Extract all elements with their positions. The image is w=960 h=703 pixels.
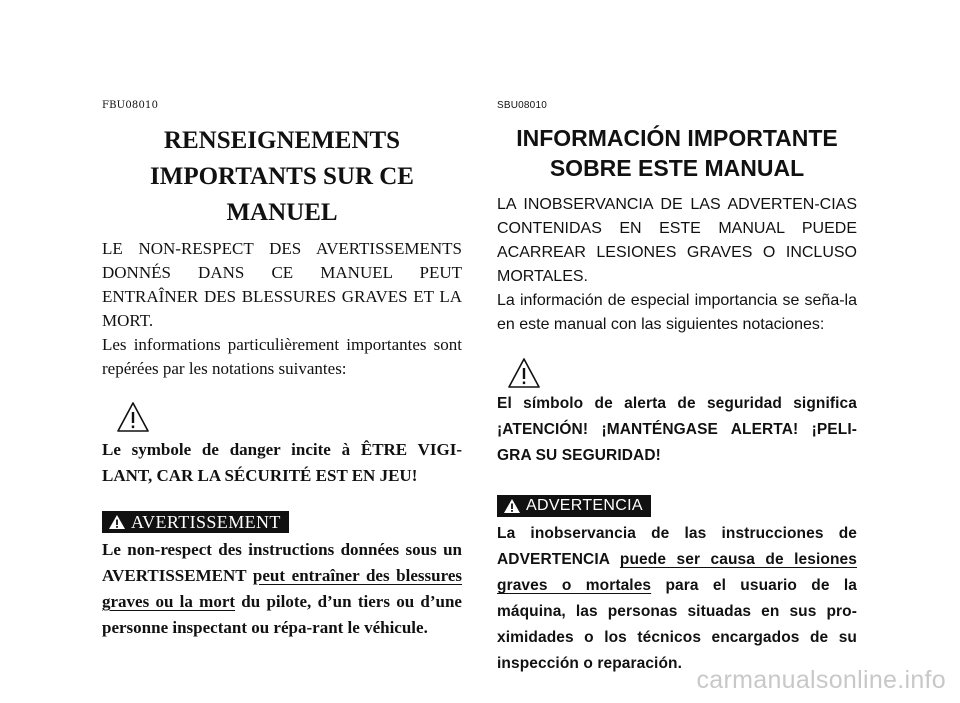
warning-text-part: du pilote, d’un tiers ou d’une personne inspectant ou répa-rant le véhicule. [102,592,462,637]
warning-triangle-icon [108,514,126,530]
warning-text [497,521,857,677]
warning-label: ADVERTENCIA [526,497,643,514]
warning-text-underlined: puede ser causa de lesiones graves o mortales [497,551,857,594]
warning-text [102,537,462,641]
warning-text-part: Le non-respect des instructions données sous un AVERTISSEMENT [102,540,462,585]
spanish-column [497,100,857,677]
section-code: FBU08010 [102,100,159,111]
warning-text-part: La inobservancia de las instrucciones de ADVERTENCIA [497,525,857,568]
warning-label: AVERTISSEMENT [131,511,281,532]
warning-triangle-icon [116,401,150,433]
intro-text: Les informations particulièrement importantes sont repérées par les notations suivantes: [102,335,462,378]
safety-symbol-text: Le symbole de danger incite à ÊTRE VIGI-LANT, CAR LA SÉCURITÉ EST EN JEU! [102,440,462,485]
warning-badge [497,495,651,517]
section-code: SBU08010 [497,100,547,111]
warning-triangle-icon [503,498,521,514]
warning-text-underlined: peut entraîner des blessures graves ou la mort [102,566,462,611]
warning-triangle-icon [507,357,541,389]
section-title [497,123,857,183]
watermark: carmanualsonline.info [696,666,946,694]
intro-warning-caps: LE NON-RESPECT DES AVERTISSEMENTS DONNÉS DANS CE MANUEL PEUT ENTRAÎNER DES BLESSURES GRAVES ET LA MORT. [102,239,462,330]
warning-badge [102,511,289,533]
intro-warning-caps: LA INOBSERVANCIA DE LAS ADVERTEN-CIAS CONTENIDAS EN ESTE MANUAL PUEDE ACARREAR LESIONES GRAVES O INCLUSO MORTALES. [497,196,857,285]
title-line: RENSEIGNEMENTS [163,127,401,154]
warning-text-part: para el usuario de la máquina, las personas situadas en sus pro-ximidades o los técnicos encargados de su inspección o reparación. [497,577,857,672]
intro-text: La información de especial importancia se seña-la en este manual con las siguientes notaciones: [497,292,857,333]
safety-symbol-text: El símbolo de alerta de seguridad significa ¡ATENCIÓN! ¡MANTÉNGASE ALERTA! ¡PELI-GRA SU SEGURIDAD! [497,395,857,464]
title-line: MANUEL [226,199,338,226]
title-line: SOBRE ESTE MANUAL [549,155,805,181]
section-title [102,123,462,231]
title-line: IMPORTANTS SUR CE [150,163,414,190]
title-line: INFORMACIÓN IMPORTANTE [516,125,838,151]
french-column [102,100,462,641]
